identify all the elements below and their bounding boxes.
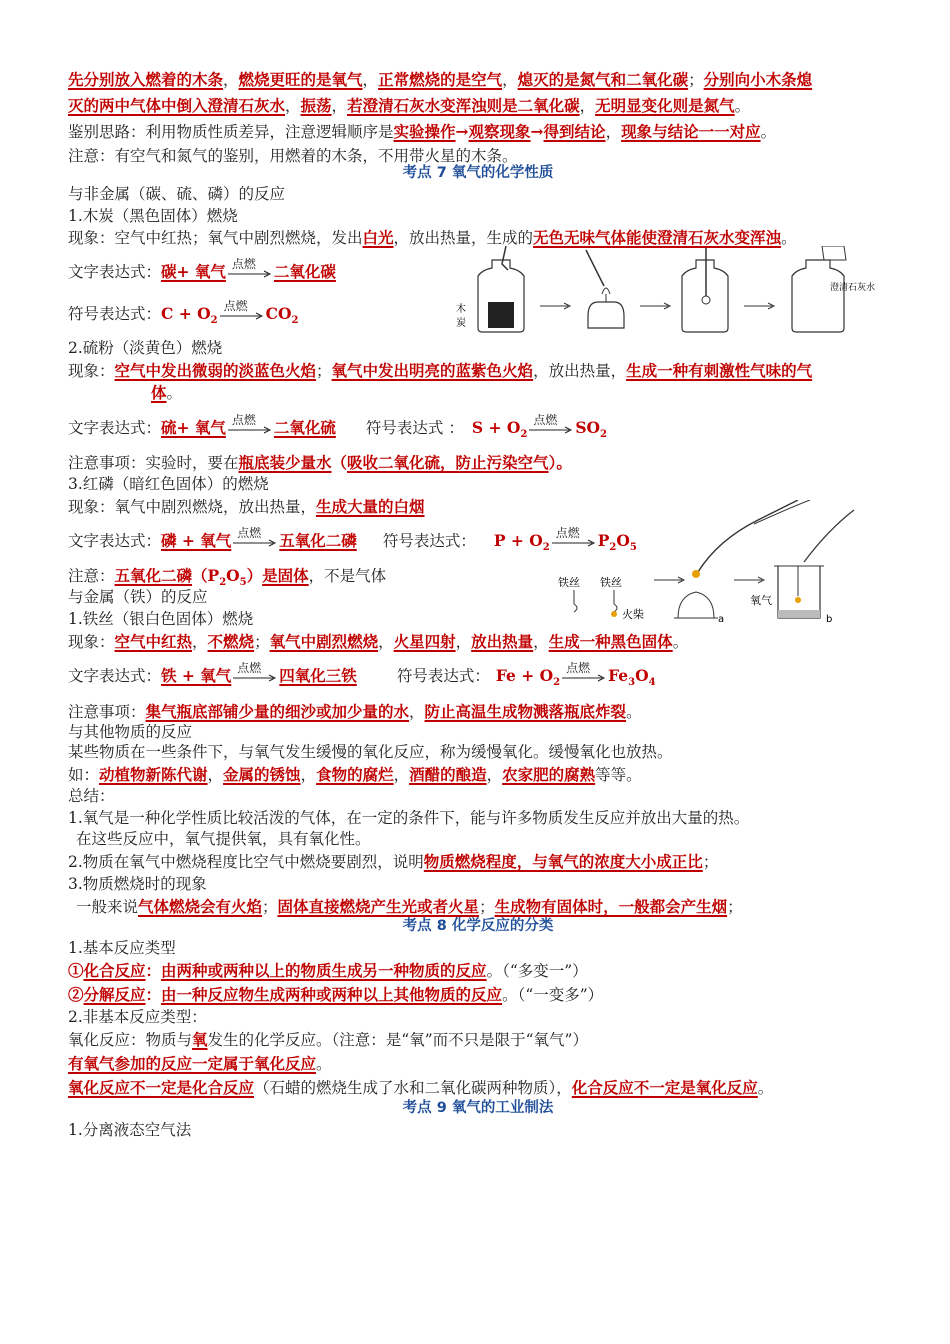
combination-reaction: ①化合反应：由两种或两种以上的物质生成另一种物质的反应。（“多变一”） xyxy=(68,961,588,980)
summary-label: 总结： xyxy=(68,787,115,805)
iron-phenomenon: 现象：空气中红热，不燃烧；氧气中剧烈燃烧，火星四射，放出热量，生成一种黑色固体。 xyxy=(68,632,689,651)
sulfur-equations: 文字表达式：硫+ 氧气 点燃 二氧化硫 符号表达式 ： $S + O_2$ 点燃 $SO_2$ xyxy=(68,413,607,441)
slow-oxidation-text: 某些物质在一些条件下，与氧气发生缓慢的氧化反应，称为缓慢氧化。缓慢氧化也放热。 xyxy=(68,743,673,761)
line-note-air-nitrogen: 注意：有空气和氮气的鉴别，用燃着的木条，不用带火星的木条。 xyxy=(68,147,518,165)
reaction-arrow: 点燃 xyxy=(562,670,606,684)
reaction-arrow: 点燃 xyxy=(552,535,596,549)
liquid-air-method: 1.分离液态空气法 xyxy=(68,1121,192,1139)
reaction-arrow: 点燃 xyxy=(529,422,573,436)
svg-text:a: a xyxy=(718,614,725,625)
sulfur-phenomenon: 现象：空气中发出微弱的淡蓝色火焰；氧气中发出明亮的蓝紫色火焰，放出热量，生成一种有刺激性气味的气 xyxy=(68,361,813,380)
subheading-other: 与其他物质的反应 xyxy=(68,723,193,741)
charcoal-symbol-equation: 符号表达式：$C + O_2$ 点燃 $CO_2$ xyxy=(68,299,299,327)
reaction-arrow: 点燃 xyxy=(233,535,277,549)
svg-text:澄清石灰水: 澄清石灰水 xyxy=(830,283,876,293)
sulfur-phenomenon-cont: 体。 xyxy=(151,383,183,402)
summary-3b: 一般来说气体燃烧会有火焰；固体直接燃烧产生光或者火星；生成物有固体时，一般都会产生烟； xyxy=(76,897,743,916)
svg-text:氧气: 氧气 xyxy=(750,594,772,607)
basic-reaction-types: 1.基本反应类型 xyxy=(68,939,176,957)
section-heading-7: 考点 7 氧气的化学性质 xyxy=(402,165,554,181)
decomposition-reaction: ②分解反应：由一种反应物生成两种或两种以上其他物质的反应。（“一变多”） xyxy=(68,985,604,1004)
iron-experiment-figure xyxy=(558,500,858,630)
charcoal-experiment-figure xyxy=(448,246,888,336)
summary-1b: 在这些反应中，氧气提供氧，具有氧化性。 xyxy=(76,830,371,848)
phosphorus-equations: 文字表达式：磷 + 氧气 点燃 五氧化二磷 符号表达式： $P + O_2$ 点燃 $P_2O_5$ xyxy=(68,526,637,554)
iron-equations: 文字表达式：铁 + 氧气 点燃 四氧化三铁 符号表达式： $Fe + O_2$ 点燃 $Fe_3O_4$ xyxy=(68,661,656,689)
summary-1: 1.氧气是一种化学性质比较活泼的气体，在一定的条件下，能与许多物质发生反应并放出大量的热。 xyxy=(68,809,750,827)
subheading-nonmetal: 与非金属（碳、硫、磷）的反应 xyxy=(68,185,286,203)
reaction-arrow: 点燃 xyxy=(228,422,272,436)
phosphorus-note: 注意：五氧化二磷$(P_2O_5)$是固体，不是气体 xyxy=(68,566,387,589)
summary-2: 2.物质在氧气中燃烧程度比空气中燃烧要剧烈，说明物质燃烧程度，与氧气的浓度大小成正比； xyxy=(68,852,719,871)
svg-text:铁丝: 铁丝 xyxy=(558,576,580,589)
reaction-arrow: 点燃 xyxy=(233,670,277,684)
oxidation-reaction: 氧化反应：物质与氧发生的化学反应。（注意：是“氧”而不只是限于“氧气”） xyxy=(68,1030,588,1049)
svg-text:火柴: 火柴 xyxy=(622,608,644,621)
oxidation-rule-1: 有氧气参加的反应一定属于氧化反应。 xyxy=(68,1054,332,1073)
charcoal-word-equation: 文字表达式：碳+ 氧气 点燃 二氧化碳 xyxy=(68,257,336,281)
sulfur-note: 注意事项：实验时，要在瓶底装少量水（吸收二氧化硫，防止污染空气）。 xyxy=(68,453,572,472)
svg-text:铁丝: 铁丝 xyxy=(600,576,622,589)
item-phosphorus: 3.红磷（暗红色固体）的燃烧 xyxy=(68,475,269,493)
item-sulfur: 2.硫粉（淡黄色）燃烧 xyxy=(68,339,223,357)
non-basic-types: 2.非基本反应类型： xyxy=(68,1008,207,1026)
svg-text:炭: 炭 xyxy=(456,318,466,329)
slow-oxidation-examples: 如：动植物新陈代谢，金属的锈蚀，食物的腐烂，酒醋的酿造，农家肥的腐熟等等。 xyxy=(68,765,642,784)
iron-note: 注意事项：集气瓶底部铺少量的细沙或加少量的水，防止高温生成物溅落瓶底炸裂。 xyxy=(68,702,642,721)
oxidation-rule-2: 氧化反应不一定是化合反应（石蜡的燃烧生成了水和二氧化碳两种物质），化合反应不一定是氧化反应。 xyxy=(68,1078,774,1097)
section-heading-9: 考点 9 氧气的工业制法 xyxy=(402,1100,554,1116)
charcoal-phenomenon: 现象：空气中红热；氧气中剧烈燃烧，发出白光，放出热量，生成的无色无味气体能使澄清石灰水变浑浊。 xyxy=(68,228,797,247)
line-gas-identify-2: 灭的两中气体中倒入澄清石灰水，振荡，若澄清石灰水变浑浊则是二氧化碳，无明显变化则是氮气。 xyxy=(68,96,751,115)
section-heading-8: 考点 8 化学反应的分类 xyxy=(402,918,554,934)
summary-3: 3.物质燃烧时的现象 xyxy=(68,875,207,893)
svg-text:木: 木 xyxy=(456,304,466,315)
item-iron: 1.铁丝（银白色固体）燃烧 xyxy=(68,610,254,628)
line-gas-identify-1: 先分别放入燃着的木条，燃烧更旺的是氧气，正常燃烧的是空气，熄灭的是氮气和二氧化碳；分别向小木条熄 xyxy=(68,70,813,89)
subheading-metal: 与金属（铁）的反应 xyxy=(68,588,208,606)
svg-text:b: b xyxy=(826,614,833,625)
reaction-arrow: 点燃 xyxy=(228,266,272,280)
line-identify-method: 鉴别思路：利用物质性质差异，注意逻辑顺序是实验操作→观察现象→得到结论，现象与结论一一对应。 xyxy=(68,122,777,141)
item-charcoal: 1.木炭（黑色固体）燃烧 xyxy=(68,207,238,225)
phosphorus-phenomenon: 现象：氧气中剧烈燃烧，放出热量，生成大量的白烟 xyxy=(68,497,425,516)
reaction-arrow: 点燃 xyxy=(220,308,264,322)
